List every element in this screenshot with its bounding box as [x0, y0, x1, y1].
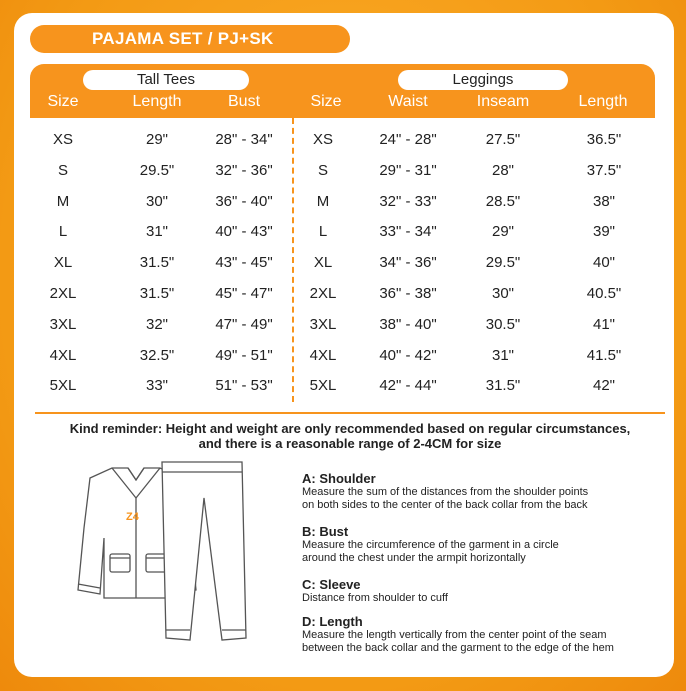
table-cell: 51" - 53": [215, 377, 273, 395]
table-cell: 36.5": [586, 131, 622, 148]
table-cell: 40": [592, 254, 616, 272]
measure-body: Measure the circumference of the garment in a circle: [302, 539, 559, 551]
table-cell: 3XL: [49, 315, 77, 333]
table-cell: 29": [491, 223, 515, 241]
measure-bust: [302, 524, 662, 565]
table-cell: 28.5": [485, 192, 521, 210]
measure-title: A: Shoulder: [302, 471, 376, 486]
table-cell: 30": [145, 192, 169, 210]
pants-drawing: [162, 462, 246, 640]
table-cell: 28": [491, 161, 515, 179]
header-length-leggings: Length: [578, 93, 628, 110]
header-inseam: Inseam: [476, 93, 530, 110]
measure-title: B: Bust: [302, 524, 349, 539]
table-cell: 30": [491, 285, 515, 302]
measure-body: Measure the sum of the distances from the shoulder points: [302, 486, 589, 498]
table-cell: 34" - 36": [379, 254, 437, 272]
table-cell: 38": [592, 192, 616, 210]
table-cell: 27.5": [485, 131, 521, 148]
table-cell: M: [316, 192, 330, 210]
table-cell: 38" - 40": [379, 315, 437, 333]
table-cell: 5XL: [309, 377, 337, 395]
measure-body: Measure the length vertically from the center point of the seam: [302, 629, 607, 641]
table-cell: 43" - 45": [215, 254, 273, 272]
header-size-leggings: Size: [310, 93, 342, 110]
table-cell: 40" - 42": [379, 346, 437, 364]
measure-body: between the back collar and the garment to the edge of the hem: [302, 642, 614, 654]
table-cell: 2XL: [49, 285, 77, 302]
measure-body: Distance from shoulder to cuff: [302, 592, 448, 604]
group-label-tees: Tall Tees: [83, 70, 249, 90]
table-cell: 40.5": [586, 285, 622, 302]
table-cell: 5XL: [49, 377, 77, 395]
table-cell: L: [58, 223, 68, 241]
table-cell: 2XL: [309, 285, 337, 302]
table-cell: 31.5": [139, 285, 175, 302]
table-cell: L: [318, 223, 328, 241]
table-cell: 32": [145, 315, 169, 333]
table-cell: 4XL: [309, 346, 337, 364]
measure-body: around the chest under the armpit horizontally: [302, 552, 526, 564]
brand-logo: Z4: [126, 511, 139, 523]
table-divider: [292, 118, 294, 402]
table-cell: S: [57, 161, 69, 179]
table-cell: 4XL: [49, 346, 77, 364]
table-cell: 31": [491, 346, 515, 364]
table-cell: M: [56, 192, 70, 210]
table-cell: 30.5": [485, 315, 521, 333]
table-cell: 24" - 28": [379, 131, 437, 148]
table-cell: 33": [145, 377, 169, 395]
table-cell: 31.5": [485, 377, 521, 395]
table-cell: 40" - 43": [215, 223, 273, 241]
measure-shoulder: [302, 471, 662, 512]
table-cell: XS: [312, 131, 334, 148]
table-cell: 32" - 36": [215, 161, 273, 179]
group-label-leggings: Leggings: [398, 70, 568, 90]
measure-length: [302, 614, 662, 655]
table-cell: 36" - 38": [379, 285, 437, 302]
table-cell: 29" - 31": [379, 161, 437, 179]
table-cell: 29.5": [485, 254, 521, 272]
header-bust: Bust: [227, 93, 261, 110]
section-divider: [35, 412, 665, 414]
reminder-line-1: Kind reminder: Height and weight are only recommended based on regular circumstances,: [69, 421, 631, 436]
table-cell: XS: [52, 131, 74, 148]
table-cell: 32" - 33": [379, 192, 437, 210]
kind-reminder: [40, 421, 660, 451]
table-cell: 28" - 34": [215, 131, 273, 148]
table-cell: 49" - 51": [215, 346, 273, 364]
table-cell: 33" - 34": [379, 223, 437, 241]
header-length: Length: [132, 93, 182, 110]
table-cell: 47" - 49": [215, 315, 273, 333]
table-cell: 31.5": [139, 254, 175, 272]
table-cell: XL: [313, 254, 333, 272]
table-cell: 37.5": [586, 161, 622, 179]
table-cell: 31": [145, 223, 169, 241]
table-cell: S: [317, 161, 329, 179]
measure-title: C: Sleeve: [302, 577, 361, 592]
table-cell: 39": [592, 223, 616, 241]
table-cell: 32.5": [139, 346, 175, 364]
pajama-illustration: [50, 458, 260, 658]
table-cell: 45" - 47": [215, 285, 273, 302]
table-cell: 41.5": [586, 346, 622, 364]
page-title: PAJAMA SET / PJ+SK: [30, 25, 350, 53]
table-cell: 29.5": [139, 161, 175, 179]
header-waist: Waist: [388, 93, 428, 110]
table-cell: 41": [592, 315, 616, 333]
table-cell: 36" - 40": [215, 192, 273, 210]
measure-body: on both sides to the center of the back collar from the back: [302, 499, 588, 511]
reminder-line-2: and there is a reasonable range of 2-4CM for size: [198, 436, 502, 451]
measure-title: D: Length: [302, 614, 363, 629]
measure-sleeve: [302, 577, 662, 605]
table-cell: 42" - 44": [379, 377, 437, 395]
table-cell: 42": [592, 377, 616, 395]
table-cell: XL: [53, 254, 73, 272]
header-size: Size: [47, 93, 79, 110]
table-cell: 29": [145, 131, 169, 148]
table-cell: 3XL: [309, 315, 337, 333]
